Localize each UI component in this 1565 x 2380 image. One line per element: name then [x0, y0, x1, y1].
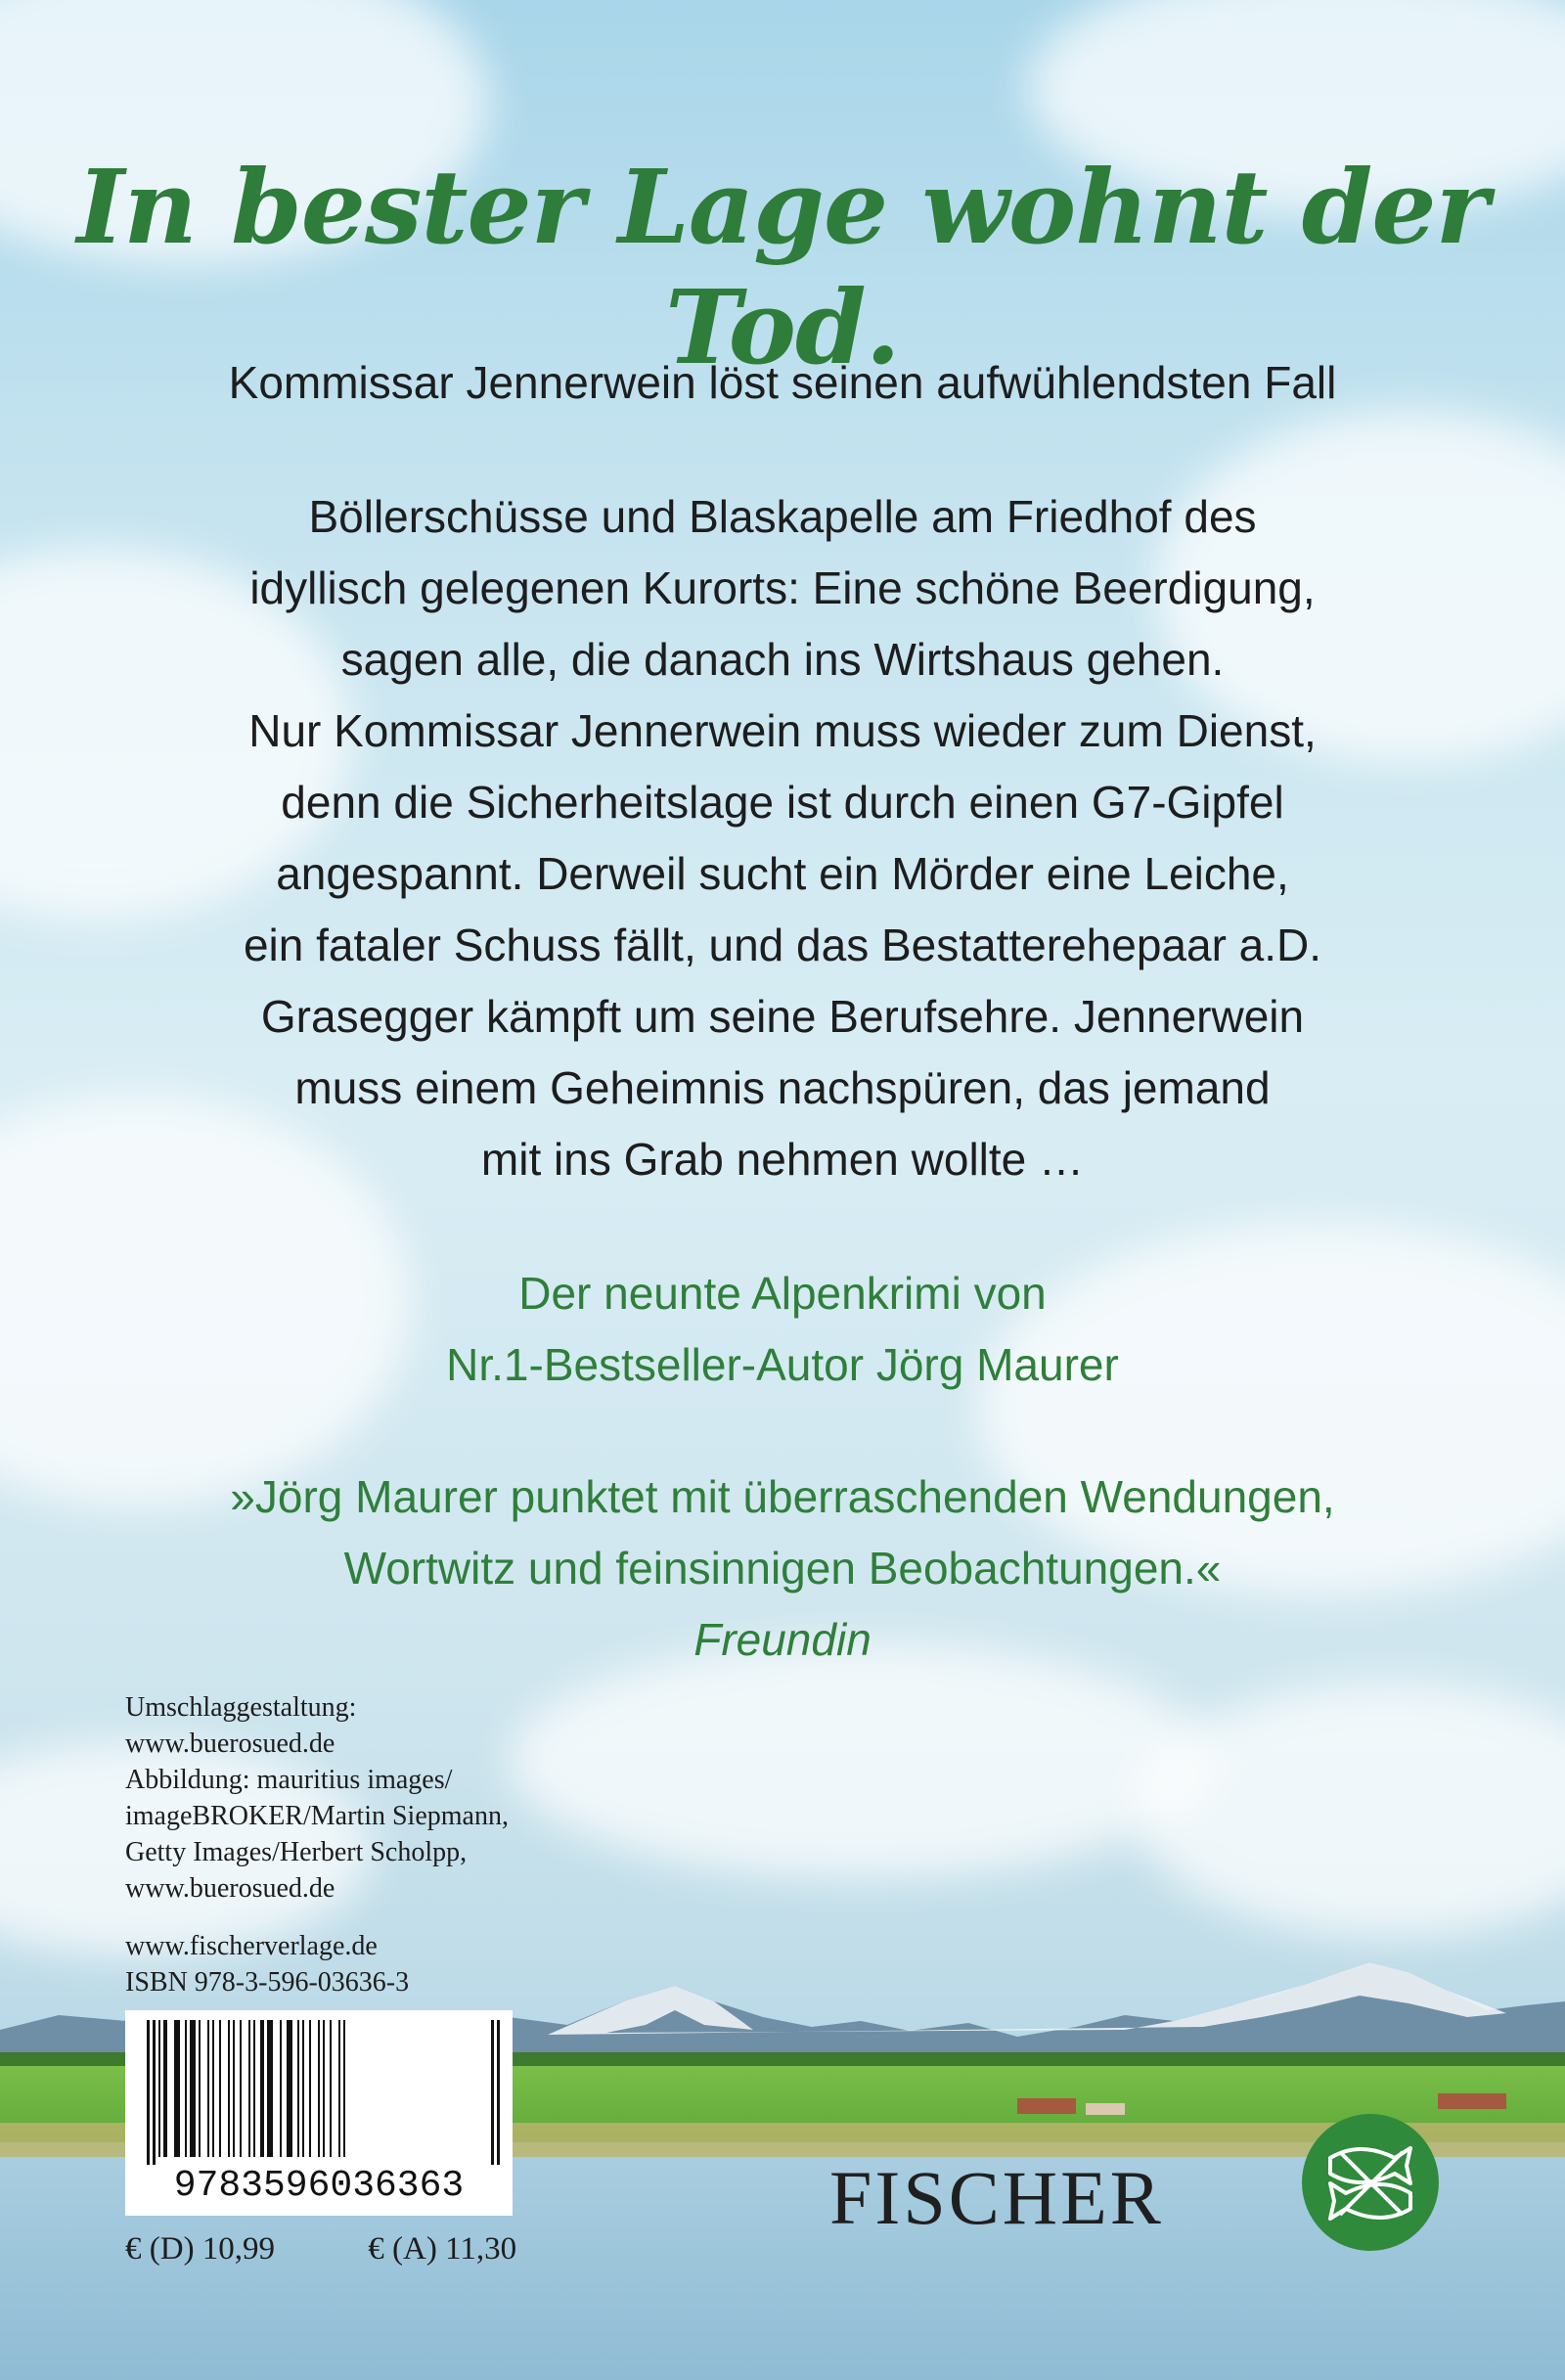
series-note	[0, 1258, 1565, 1401]
barcode-bar	[158, 2020, 160, 2157]
blurb-line: idyllisch gelegenen Kurorts: Eine schöne Beerdigung,	[249, 562, 1316, 613]
publisher-name: FISCHER	[829, 2155, 1164, 2240]
barcode-bar	[147, 2020, 150, 2165]
barcode-bar	[260, 2020, 264, 2157]
price-austria: € (A) 11,30	[368, 2231, 517, 2267]
barcode-bar	[338, 2020, 340, 2157]
barcode-bar	[207, 2020, 209, 2157]
credits	[125, 1689, 509, 2000]
barcode-bar	[153, 2020, 156, 2165]
blurb-line: Nur Kommissar Jennerwein muss wieder zum Dienst,	[248, 705, 1317, 756]
barcode-bar	[330, 2020, 332, 2157]
barcode-bar	[219, 2020, 221, 2157]
quote-line: Wortwitz und feinsinnigen Beobachtungen.«	[343, 1543, 1222, 1594]
barcode-bar	[248, 2020, 250, 2157]
barcode-bar	[280, 2020, 282, 2157]
barcode-bar	[491, 2020, 494, 2165]
headline: In bester Lage wohnt der Tod.	[76, 147, 1489, 387]
blurb-line: Böllerschüsse und Blaskapelle am Friedhof des	[308, 491, 1257, 542]
barcode-bar	[287, 2020, 292, 2157]
barcode-bar	[174, 2020, 180, 2157]
credits-line: Getty Images/Herbert Scholpp,	[125, 1837, 468, 1867]
barcode-bar	[343, 2020, 345, 2157]
credits-line: Umschlaggestaltung:	[125, 1692, 357, 1723]
blurb-line: ein fataler Schuss fällt, und das Bestatterehepaar a.D.	[243, 920, 1322, 970]
barcode-bar	[318, 2020, 320, 2157]
isbn: ISBN 978-3-596-03636-3	[125, 1967, 410, 1998]
barcode-number: 9783596036363	[173, 2165, 465, 2207]
barcode-bar	[297, 2020, 299, 2157]
blurb	[0, 481, 1565, 1195]
subtitle: Kommissar Jennerwein löst seinen aufwühlendsten Fall	[228, 357, 1337, 408]
barcode-bar	[323, 2020, 325, 2157]
barcode-bar	[163, 2020, 167, 2157]
fischer-fish-logo-icon	[1301, 2113, 1440, 2252]
series-line: Nr.1-Bestseller-Autor Jörg Maurer	[446, 1339, 1119, 1390]
blurb-line: denn die Sicherheitslage ist durch einen G7-Gipfel	[281, 777, 1284, 828]
price-germany: € (D) 10,99	[125, 2231, 276, 2267]
credits-line: imageBROKER/Martin Siepmann,	[125, 1801, 509, 1831]
prices	[125, 2231, 516, 2268]
barcode-bar	[185, 2020, 187, 2157]
barcode-bar	[497, 2020, 500, 2165]
barcode-bar	[228, 2020, 230, 2157]
series-line: Der neunte Alpenkrimi von	[518, 1268, 1047, 1319]
barcode-bar	[309, 2020, 311, 2157]
barcode-bar	[302, 2020, 304, 2157]
barcode-bars	[125, 2010, 513, 2167]
barcode-bar	[253, 2020, 255, 2157]
barcode-bar	[233, 2020, 235, 2157]
publisher-website: www.fischerverlage.de	[125, 1931, 378, 1961]
credits-line: www.buerosued.de	[125, 1873, 335, 1904]
blurb-line: muss einem Geheimnis nachspüren, das jemand	[294, 1062, 1271, 1113]
blurb-line: angespannt. Derweil sucht ein Mörder eine Leiche,	[276, 848, 1289, 899]
blurb-line: sagen alle, die danach ins Wirtshaus gehen.	[340, 634, 1225, 685]
barcode-bar	[240, 2020, 242, 2157]
barcode-bar	[199, 2020, 201, 2157]
credits-line: www.buerosued.de	[125, 1729, 335, 1759]
barcode-bar	[212, 2020, 214, 2157]
barcode-bar	[267, 2020, 273, 2157]
quote-line: »Jörg Maurer punktet mit überraschenden Wendungen,	[230, 1471, 1335, 1522]
barcode-bar	[190, 2020, 196, 2157]
isbn-barcode	[125, 2010, 513, 2216]
credits-line: Abbildung: mauritius images/	[125, 1765, 453, 1795]
blurb-line: mit ins Grab nehmen wollte …	[480, 1134, 1085, 1185]
quote-source: Freundin	[693, 1614, 872, 1665]
blurb-line: Grasegger kämpft um seine Berufsehre. Jennerwein	[260, 991, 1305, 1042]
press-quote	[0, 1461, 1565, 1676]
